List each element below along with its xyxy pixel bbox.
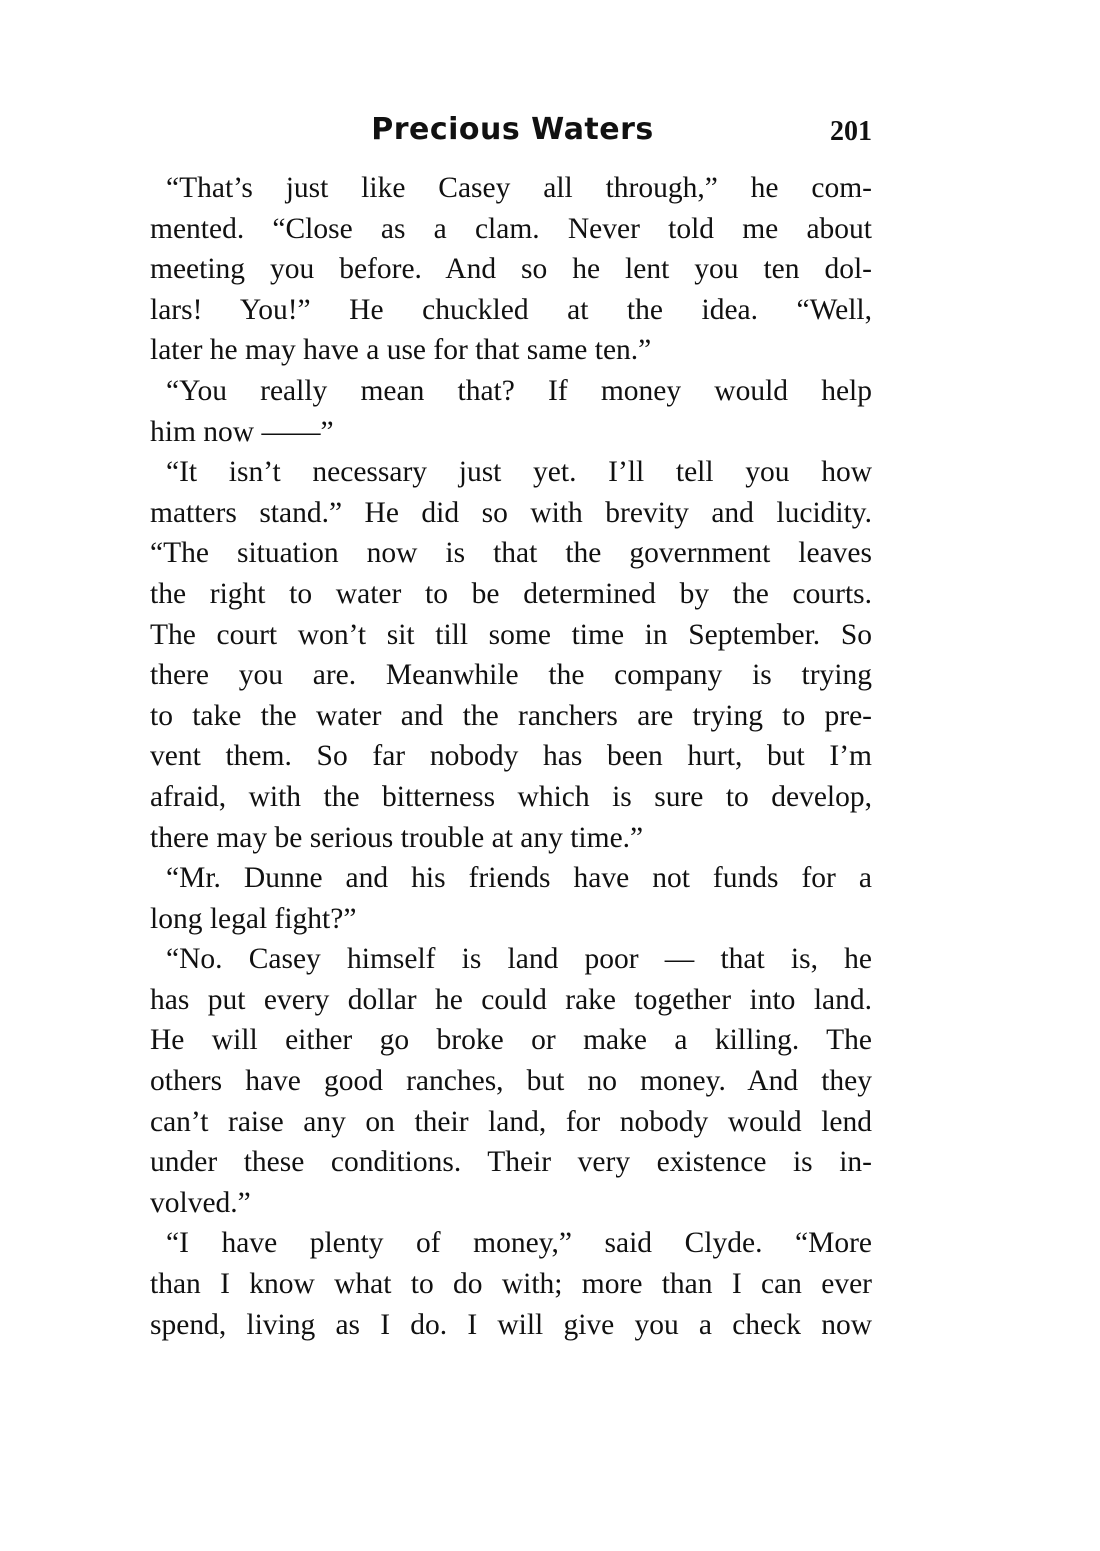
text-line: there you are. Meanwhile the company is trying: [150, 659, 872, 692]
text-line: He will either go broke or make a killing. The: [150, 1024, 872, 1057]
body-text: [150, 168, 872, 1345]
text-line: “Mr. Dunne and his friends have not funds for a: [166, 862, 872, 895]
text-line: long legal fight?”: [150, 902, 357, 935]
text-line: vent them. So far nobody has been hurt, but I’m: [150, 740, 872, 773]
text-line: afraid, with the bitterness which is sure to develop,: [150, 780, 872, 813]
text-line: volved.”: [150, 1186, 251, 1219]
text-line: lars! You!” He chuckled at the idea. “Well,: [150, 293, 872, 326]
text-line: “You really mean that? If money would help: [166, 374, 872, 407]
text-line: than I know what to do with; more than I can ever: [150, 1268, 872, 1301]
page-number: 201: [830, 116, 872, 147]
text-line: matters stand.” He did so with brevity and lucidity.: [150, 496, 872, 529]
text-line: “That’s just like Casey all through,” he com-: [166, 172, 872, 204]
text-line: can’t raise any on their land, for nobody would lend: [150, 1105, 872, 1138]
text-line: him now ——”: [150, 415, 334, 448]
text-line: “The situation now is that the government leaves: [150, 537, 872, 570]
text-line: later he may have a use for that same ten.”: [150, 334, 652, 367]
text-line: spend, living as I do. I will give you a check now: [150, 1308, 872, 1341]
text-line: mented. “Close as a clam. Never told me about: [150, 212, 872, 245]
text-line: has put every dollar he could rake together into land.: [150, 983, 872, 1016]
running-header-title: Precious Waters: [371, 112, 654, 147]
text-line: there may be serious trouble at any time.”: [150, 821, 644, 854]
text-line: “No. Casey himself is land poor — that is, he: [166, 943, 872, 976]
text-line: others have good ranches, but no money. And they: [150, 1065, 872, 1098]
text-line: to take the water and the ranchers are trying to pre-: [150, 699, 872, 732]
text-line: “I have plenty of money,” said Clyde. “More: [166, 1227, 872, 1260]
text-line: meeting you before. And so he lent you ten dol-: [150, 253, 872, 286]
text-line: the right to water to be determined by the courts.: [150, 577, 872, 610]
text-line: The court won’t sit till some time in September. So: [150, 618, 872, 651]
text-line: “It isn’t necessary just yet. I’ll tell you how: [166, 456, 872, 489]
text-line: under these conditions. Their very existence is in-: [150, 1146, 872, 1179]
